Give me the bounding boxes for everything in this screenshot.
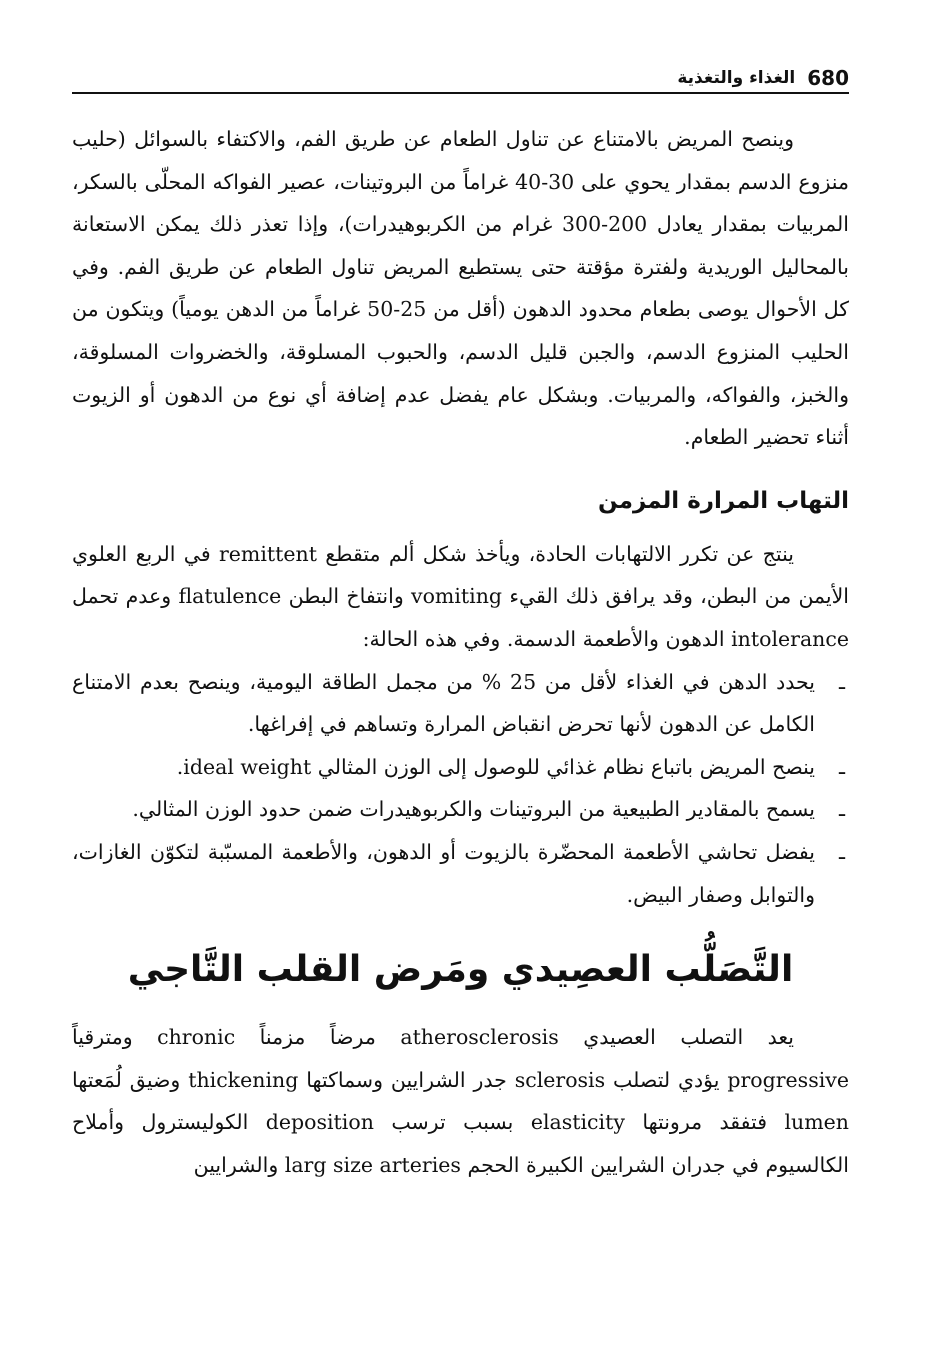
bullet-marker: ـ xyxy=(838,669,845,694)
chapter-title: التَّصَلُّب العصِيدي ومَرض القلب التَّاجي xyxy=(127,949,794,991)
bullet-marker: ـ xyxy=(838,754,845,779)
page-content xyxy=(72,118,849,1186)
list-item xyxy=(72,788,849,831)
recommendations-list xyxy=(72,661,849,917)
list-item-text: يفضل تحاشي الأطعمة المحضّرة بالزيوت أو الدهون، والأطعمة المسبّبة لتكوّن الغازات، والتوابل وصفار البيض. xyxy=(72,839,815,907)
bullet-marker: ـ xyxy=(838,797,845,822)
paragraph-chronic-intro: ينتج عن تكرر الالتهابات الحادة، ويأخذ شكل ألم متقطع remittent في الربع العلوي الأيمن من البطن، وقد يرافق ذلك القيء vomiting وانتفاخ البطن flatulence وعدم تحمل intolerance الدهون والأطعمة الدسمة. وفي هذه الحالة: xyxy=(72,541,849,651)
paragraph-atherosclerosis: يعد التصلب العصيدي atherosclerosis مرضاً مزمناً chronic ومترقياً progressive يؤدي لتصلب sclerosis جدر الشرايين وسماكتها thickening وضيق لُمَعتها lumen فتفقد مرونتها elasticity بسبب ترسب deposition الكوليسترول وأملاح الكالسيوم في جدران الشرايين الكبيرة الحجم larg size arteries والشرايين xyxy=(72,1025,849,1177)
paragraph-diet-acute: وينصح المريض بالامتناع عن تناول الطعام عن طريق الفم، والاكتفاء بالسوائل (حليب منزوع الدسم بمقدار يحوي على 30-40 غراماً من البروتينات، عصير الفواكه المحلّى بالسكر، المربيات بمقدار يعادل 200-300 غرام من الكربوهيدرات)، وإذا تعذر ذلك يمكن الاستعانة بالمحاليل الوريدية ولفترة مؤقتة حتى يستطيع المريض تناول الطعام عن طريق الفم. وفي كل الأحوال يوصى بطعام محدود الدهون (أقل من 25-50 غراماً من الدهن يومياً) ويتكون من الحليب المنزوع الدسم، والجبن قليل الدسم، والحبوب المسلوقة، والخضروات المسلوقة، والخبز، والفواكه، والمربيات. وبشكل عام يفضل عدم إضافة أي نوع من الدهون أو الزيوت أثناء تحضير الطعام. xyxy=(72,127,849,450)
running-title: الغذاء والتغذية xyxy=(677,68,796,88)
list-item-text: ينصح المريض باتباع نظام غذائي للوصول إلى الوزن المثالي ideal weight. xyxy=(176,754,815,779)
list-item-text: يحدد الدهن في الغذاء لأقل من 25 % من مجمل الطاقة اليومية، وينصح بعدم الامتناع الكامل عن الدهون لأنها تحرض انقباض المرارة وتساهم في إفراغها. xyxy=(72,669,815,737)
list-item xyxy=(72,831,849,916)
page-number: 680 xyxy=(807,66,849,90)
list-item-text: يسمح بالمقادير الطبيعية من البروتينات والكربوهيدرات ضمن حدود الوزن المثالي. xyxy=(132,797,815,822)
page-header xyxy=(72,56,849,94)
list-item xyxy=(72,661,849,746)
list-item xyxy=(72,746,849,789)
bullet-marker: ـ xyxy=(838,839,845,864)
section-heading: التهاب المرارة المزمن xyxy=(598,487,849,514)
